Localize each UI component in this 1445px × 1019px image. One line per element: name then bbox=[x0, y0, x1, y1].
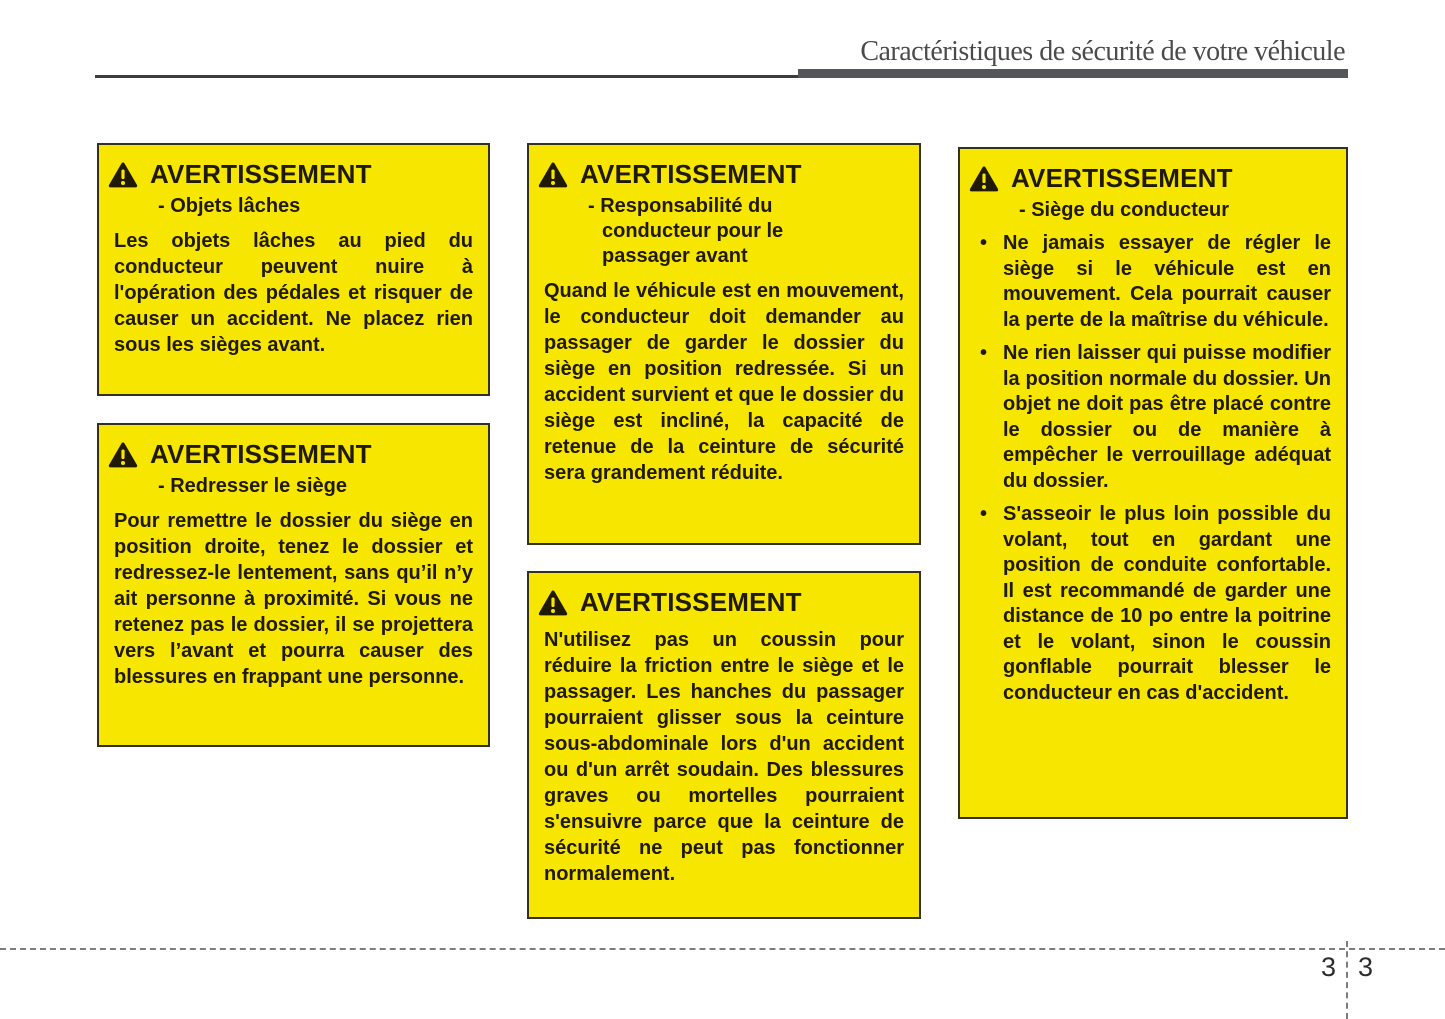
footer-dashed-line bbox=[0, 948, 1445, 950]
warning-box-siege-du-conducteur bbox=[958, 147, 1348, 819]
warning-box-objets-laches bbox=[97, 143, 490, 396]
warning-body: Pour remettre le dossier du siège en position droite, tenez le dossier et redressez-le lentement, sans qu’il n’y ait personne à proximité. Si vous ne retenez pas le dossier, il se projettera vers l’avant et pourra causer des blessures en frappant une personne. bbox=[114, 510, 473, 688]
warning-subtitle: - Siège du conducteur bbox=[1019, 199, 1230, 221]
warning-title: AVERTISSEMENT bbox=[580, 587, 802, 617]
footer-vertical-dashed-line bbox=[1346, 941, 1348, 1019]
warning-title-row bbox=[538, 586, 904, 618]
warning-triangle-icon bbox=[969, 165, 999, 192]
warning-subtitle: - Redresser le siège bbox=[158, 475, 347, 497]
header-rule-thick bbox=[798, 69, 1348, 78]
warning-title: AVERTISSEMENT bbox=[1011, 163, 1233, 193]
warning-body: Les objets lâches au pied du conducteur peuvent nuire à l'opération des pédales et risquer de causer un accident. Ne placez rien sous les sièges avant. bbox=[114, 230, 473, 356]
warning-body: N'utilisez pas un coussin pour réduire la friction entre le siège et le passager. Les hanches du passager pourraient glisser sous la ceinture sous-abdominale lors d'un accident ou d'un arrêt soudain. Des blessures graves ou mortelles pourraient s'ensuivre parce que la ceinture de sécurité ne peut pas fonctionner normalement. bbox=[544, 629, 904, 885]
warning-subtitle: - Objets lâches bbox=[158, 195, 301, 217]
page-number-chapter: 3 bbox=[1320, 952, 1336, 982]
warning-bullet-list bbox=[975, 231, 1331, 706]
warning-title: AVERTISSEMENT bbox=[150, 439, 372, 469]
header-rule-thin bbox=[95, 75, 798, 78]
warning-subtitle: - Responsabilité du conducteur pour le passager avant bbox=[588, 195, 784, 267]
warning-body: Quand le véhicule est en mouvement, le conducteur doit demander au passager de garder le dossier du siège en position redressée. Si un accident survient et que le dossier du siège est incliné, la capacité de retenue de la ceinture de sécurité sera grandement réduite. bbox=[544, 280, 904, 484]
warning-box-redresser-le-siege bbox=[97, 423, 490, 747]
warning-title-row bbox=[538, 158, 904, 190]
warning-title-row bbox=[108, 158, 473, 190]
warning-triangle-icon bbox=[108, 441, 138, 468]
warning-title: AVERTISSEMENT bbox=[150, 159, 372, 189]
warning-box-coussin bbox=[527, 571, 921, 919]
warning-title-row bbox=[108, 438, 473, 470]
warning-triangle-icon bbox=[538, 589, 568, 616]
warning-box-responsabilite-conducteur bbox=[527, 143, 921, 545]
warning-bullet-item: • Ne jamais essayer de régler le siège si le véhicule est en mouvement. Cela pourrait causer la perte de la maîtrise du véhicule. bbox=[975, 231, 1331, 333]
warning-triangle-icon bbox=[108, 161, 138, 188]
warning-triangle-icon bbox=[538, 161, 568, 188]
warning-title-row bbox=[969, 162, 1331, 194]
warning-bullet-item: • S'asseoir le plus loin possible du volant, tout en gardant une position de conduite confortable. Il est recommandé de garder une distance de 10 po entre la poitrine et le volant, sinon le coussin gonflable pourrait blesser le conducteur en cas d'accident. bbox=[975, 502, 1331, 706]
warning-title: AVERTISSEMENT bbox=[580, 159, 802, 189]
warning-bullet-item: • Ne rien laisser qui puisse modifier la position normale du dossier. Un objet ne doit pas être placé contre le dossier ou de manière à empêcher le verrouillage adéquat du dossier. bbox=[975, 341, 1331, 494]
page-title: Caractéristiques de sécurité de votre véhicule bbox=[860, 36, 1345, 67]
page-number-page: 3 bbox=[1358, 952, 1374, 982]
